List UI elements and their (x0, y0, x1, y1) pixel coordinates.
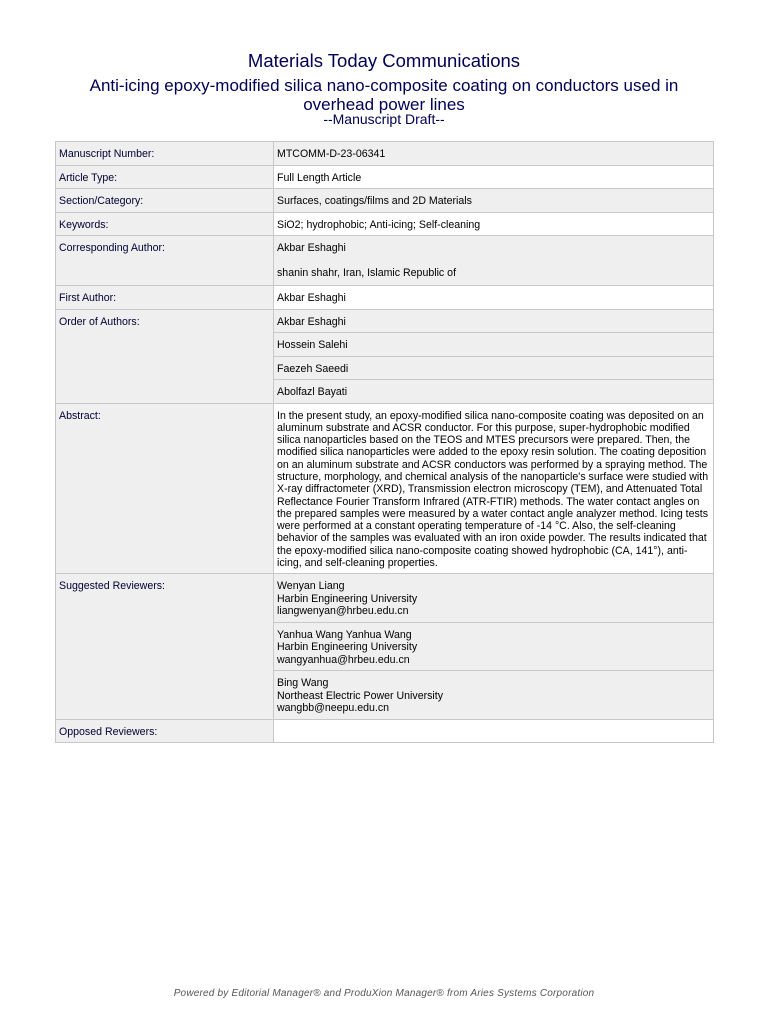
author-item: Hossein Salehi (274, 333, 714, 357)
abstract-value: In the present study, an epoxy-modified silica nano-composite coating was deposited on an aluminum substrate and ACSR conductor. For this purpose, super-hydrophobic modified silica nanoparticles based on the TEOS and MTES precursors were prepared. Then, the modified silica nanoparticles were added to the epoxy resin solution. The coating deposition on an aluminum substrate and ACSR conductors was performed by a spraying method. The structure, morphology, and chemical analysis of the nanoparticle's surface were studied with X-ray diffractometer (XRD), Transmission electron microscopy (TEM), and Attenuated Total Reflectance Fourier Transform Infrared (ATR-FTIR) methods. The water contact angles on the prepared samples were measured by a water contact angle analyzer method. Icing tests were performed at a constant operating temperature of -14 °C. Also, the self-cleaning behavior of the samples was evaluated with an iron oxide powder. The results indicated that the epoxy-modified silica nano-composite coating showed hydrophobic (CA, 141°), anti-icing, and self-cleaning properties. (274, 403, 714, 574)
journal-name: Materials Today Communications (247, 50, 521, 71)
reviewer-email: wangbb@neepu.edu.cn (277, 702, 390, 715)
article-type-label: Article Type: (56, 165, 274, 189)
first-author-label: First Author: (56, 286, 274, 310)
table-row (56, 403, 714, 574)
reviewer-email: wangyanhua@hrbeu.edu.cn (277, 653, 410, 666)
corresponding-author-value (274, 236, 714, 286)
abstract-label: Abstract: (56, 403, 274, 574)
reviewer-entry (274, 622, 714, 671)
footer-credit: Powered by Editorial Manager® and ProduXion Manager® from Aries Systems Corporation (173, 988, 595, 999)
table-row (56, 212, 714, 236)
manuscript-number-value: MTCOMM-D-23-06341 (274, 142, 714, 166)
manuscript-number-label: Manuscript Number: (56, 142, 274, 166)
order-of-authors-label: Order of Authors: (56, 309, 274, 403)
reviewer-name: Yanhua Wang Yanhua Wang (277, 628, 412, 641)
table-row (56, 286, 714, 310)
author-item: Abolfazl Bayati (274, 380, 714, 404)
author-item: Akbar Eshaghi (274, 309, 714, 333)
suggested-reviewers-label: Suggested Reviewers: (56, 574, 274, 720)
table-row (56, 142, 714, 166)
manuscript-draft-label: --Manuscript Draft-- (323, 111, 445, 127)
reviewer-institution: Harbin Engineering University (277, 641, 418, 654)
first-author-value: Akbar Eshaghi (274, 286, 714, 310)
section-value: Surfaces, coatings/films and 2D Materials (274, 189, 714, 213)
opposed-reviewers-label: Opposed Reviewers: (56, 719, 274, 743)
section-label: Section/Category: (56, 189, 274, 213)
table-row (56, 719, 714, 743)
corresponding-author-label: Corresponding Author: (56, 236, 274, 286)
keywords-label: Keywords: (56, 212, 274, 236)
table-row (56, 189, 714, 213)
reviewer-email: liangwenyan@hrbeu.edu.cn (277, 605, 409, 618)
opposed-reviewers-value (274, 719, 714, 743)
table-row (56, 574, 714, 623)
reviewer-institution: Harbin Engineering University (277, 592, 418, 605)
manuscript-metadata-table (55, 141, 714, 743)
table-row (56, 165, 714, 189)
reviewer-entry (274, 671, 714, 720)
reviewer-entry (274, 574, 714, 623)
corresponding-author-name: Akbar Eshaghi (277, 242, 346, 254)
corresponding-author-location: shanin shahr, Iran, Islamic Republic of (277, 266, 457, 279)
reviewer-institution: Northeast Electric Power University (277, 689, 444, 702)
reviewer-name: Bing Wang (277, 677, 329, 690)
article-title: Anti-icing epoxy-modified silica nano-composite coating on conductors used in overhead power lines (89, 76, 679, 114)
table-row (56, 309, 714, 333)
reviewer-name: Wenyan Liang (277, 580, 345, 593)
article-type-value: Full Length Article (274, 165, 714, 189)
table-row (56, 236, 714, 286)
keywords-value: SiO2; hydrophobic; Anti-icing; Self-cleaning (274, 212, 714, 236)
author-item: Faezeh Saeedi (274, 356, 714, 380)
